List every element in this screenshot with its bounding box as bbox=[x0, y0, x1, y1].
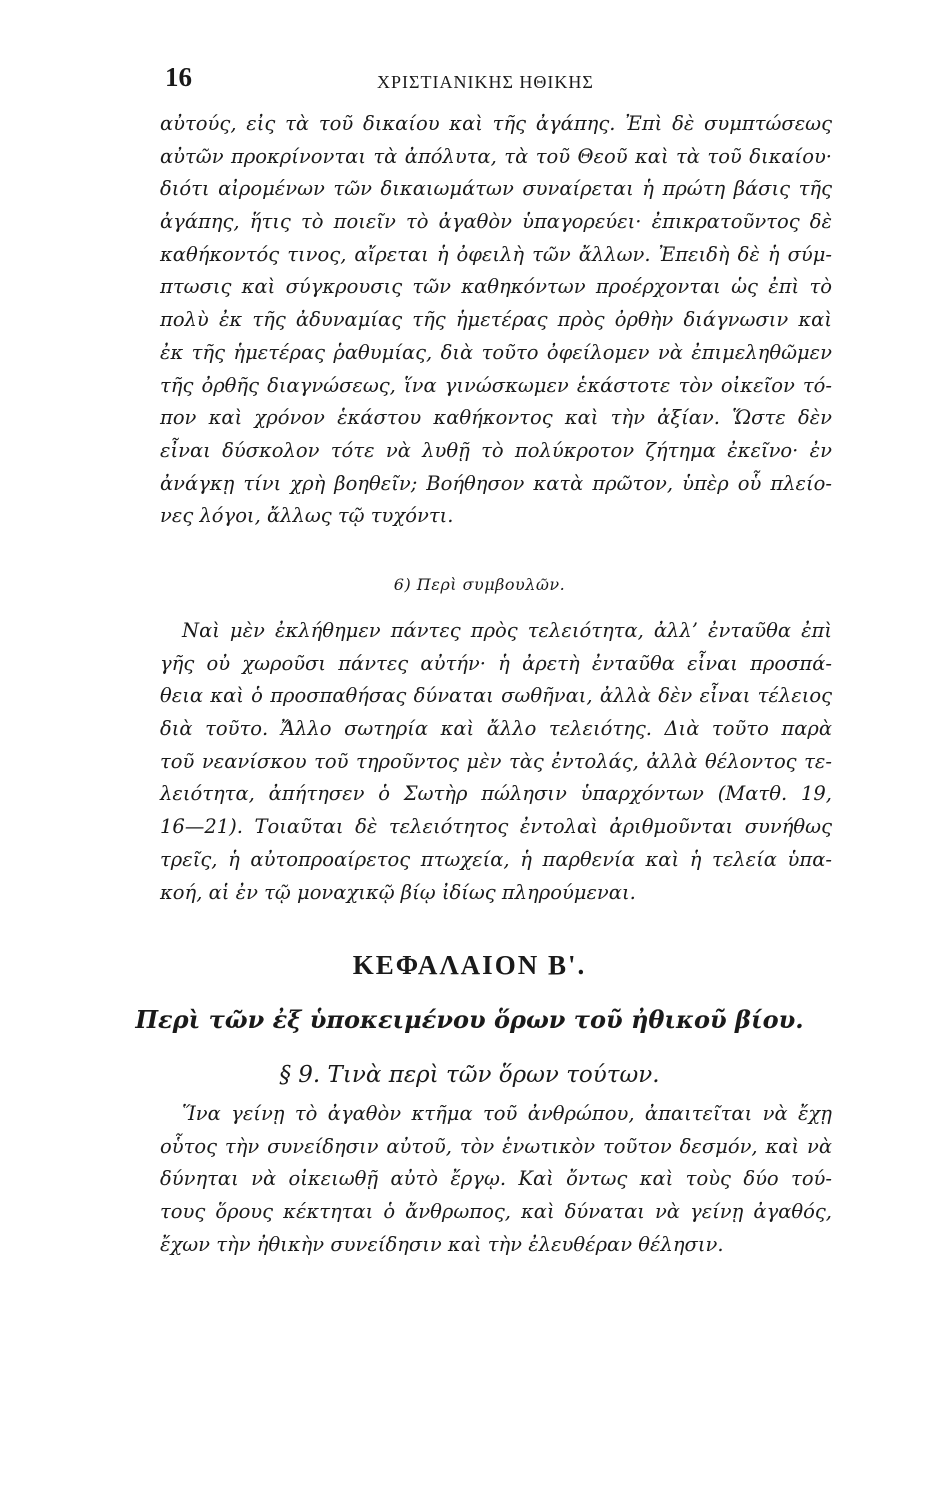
text-line: αὐτῶν προκρίνονται τὰ ἀπόλυτα, τὰ τοῦ Θεοῦ καὶ τὰ τοῦ δικαίου· bbox=[160, 144, 832, 168]
text-line: 16—21). Τοιαῦται δὲ τελειότητος ἐντολαὶ ἀριθμοῦνται συνήθως bbox=[160, 815, 832, 839]
text-line: ἀγάπης, ἥτις τὸ ποιεῖν τὸ ἀγαθὸν ὑπαγορεύει· ἐπικρατοῦντος δὲ bbox=[160, 210, 832, 234]
paragraph-2 bbox=[160, 615, 832, 909]
chapter-subtitle: Περὶ τῶν ἐξ ὑποκειμένου ὅρων τοῦ ἠθικοῦ βίου. bbox=[135, 1005, 804, 1034]
text-line: αὐτούς, εἰς τὰ τοῦ δικαίου καὶ τῆς ἀγάπης. Ἐπὶ δὲ συμπτώσεως bbox=[160, 112, 832, 135]
text-line: κοή, αἱ ἐν τῷ μοναχικῷ βίῳ ἰδίως πληρούμεναι. bbox=[160, 880, 636, 904]
text-line: Ἵνα γείνῃ τὸ ἀγαθὸν κτῆμα τοῦ ἀνθρώπου, ἀπαιτεῖται νὰ ἔχῃ bbox=[182, 1102, 832, 1125]
text-line: Ναὶ μὲν ἐκλήθημεν πάντες πρὸς τελειότητα, ἀλλ’ ἐνταῦθα ἐπὶ bbox=[182, 619, 832, 642]
text-line: τοῦ νεανίσκου τοῦ τηροῦντος μὲν τὰς ἐντολάς, ἀλλὰ θέλοντος τε- bbox=[160, 749, 832, 773]
text-line: ἔχων τὴν ἠθικὴν συνείδησιν καὶ τὴν ἐλευθέραν θέλησιν. bbox=[160, 1232, 724, 1256]
text-line: ἀνάγκῃ τίνι χρὴ βοηθεῖν; Βοήθησον κατὰ πρῶτον, ὑπὲρ οὗ πλείο- bbox=[160, 471, 832, 495]
text-line: ἐκ τῆς ἡμετέρας ῥαθυμίας, διὰ τοῦτο ὀφείλομεν νὰ ἐπιμεληθῶμεν bbox=[160, 340, 832, 364]
text-line: γῆς οὐ χωροῦσι πάντες αὐτήν· ἡ ἀρετὴ ἐνταῦθα εἶναι προσπά- bbox=[160, 651, 832, 675]
text-line: πτωσις καὶ σύγκρουσις τῶν καθηκόντων προέρχονται ὡς ἐπὶ τὸ bbox=[160, 275, 832, 299]
text-line: καθήκοντός τινος, αἴρεται ἡ ὀφειλὴ τῶν ἄλλων. Ἐπειδὴ δὲ ἡ σύμ- bbox=[160, 242, 832, 266]
text-line: πολὺ ἐκ τῆς ἀδυναμίας τῆς ἡμετέρας πρὸς ὀρθὴν διάγνωσιν καὶ bbox=[160, 308, 832, 332]
paragraph-3 bbox=[160, 1098, 832, 1261]
section-heading: § 9. Τινὰ περὶ τῶν ὅρων τούτων. bbox=[279, 1062, 660, 1088]
text-line: οὗτος τὴν συνείδησιν αὐτοῦ, τὸν ἑνωτικὸν τοῦτον δεσμόν, καὶ νὰ bbox=[160, 1134, 832, 1158]
text-line: εἶναι δύσκολον τότε νὰ λυθῇ τὸ πολύκροτον ζήτημα ἐκεῖνο· ἐν bbox=[160, 438, 832, 462]
text-line: θεια καὶ ὁ προσπαθήσας δύναται σωθῆναι, ἀλλὰ δὲν εἶναι τέλειος bbox=[160, 684, 832, 708]
page-number: 16 bbox=[165, 62, 192, 92]
text-line: δύνηται νὰ οἰκειωθῇ αὐτὸ ἔργῳ. Καὶ ὄντως καὶ τοὺς δύο τού- bbox=[160, 1167, 832, 1191]
subsection-heading: 6) Περὶ συμβουλῶν. bbox=[393, 575, 566, 594]
text-line: τῆς ὀρθῆς διαγνώσεως, ἵνα γινώσκωμεν ἑκάστοτε τὸν οἰκεῖον τό- bbox=[160, 373, 832, 397]
page-header bbox=[165, 62, 830, 102]
text-line: τους ὅρους κέκτηται ὁ ἄνθρωπος, καὶ δύναται νὰ γείνῃ ἀγαθός, bbox=[160, 1200, 832, 1224]
text-line: τρεῖς, ἡ αὐτοπροαίρετος πτωχεία, ἡ παρθενία καὶ ἡ τελεία ὑπα- bbox=[160, 847, 832, 871]
text-line: διὰ τοῦτο. Ἄλλο σωτηρία καὶ ἄλλο τελειότης. Διὰ τοῦτο παρὰ bbox=[160, 717, 832, 741]
paragraph-1 bbox=[160, 108, 832, 533]
text-line: λειότητα, ἀπήτησεν ὁ Σωτὴρ πώλησιν ὑπαρχόντων (Ματθ. 19, bbox=[160, 782, 832, 806]
running-title: ΧΡΙΣΤΙΑΝΙΚΗΣ ΗΘΙΚΗΣ bbox=[377, 72, 594, 92]
text-line: πον καὶ χρόνον ἑκάστου καθήκοντος καὶ τὴν ἀξίαν. Ὥστε δὲν bbox=[160, 406, 832, 430]
text-line: διότι αἰρομένων τῶν δικαιωμάτων συναίρεται ἡ πρώτη βάσις τῆς bbox=[160, 177, 832, 201]
text-line: νες λόγοι, ἄλλως τῷ τυχόντι. bbox=[160, 504, 454, 528]
chapter-heading: ΚΕΦΑΛΑΙΟΝ Β'. bbox=[352, 950, 587, 980]
